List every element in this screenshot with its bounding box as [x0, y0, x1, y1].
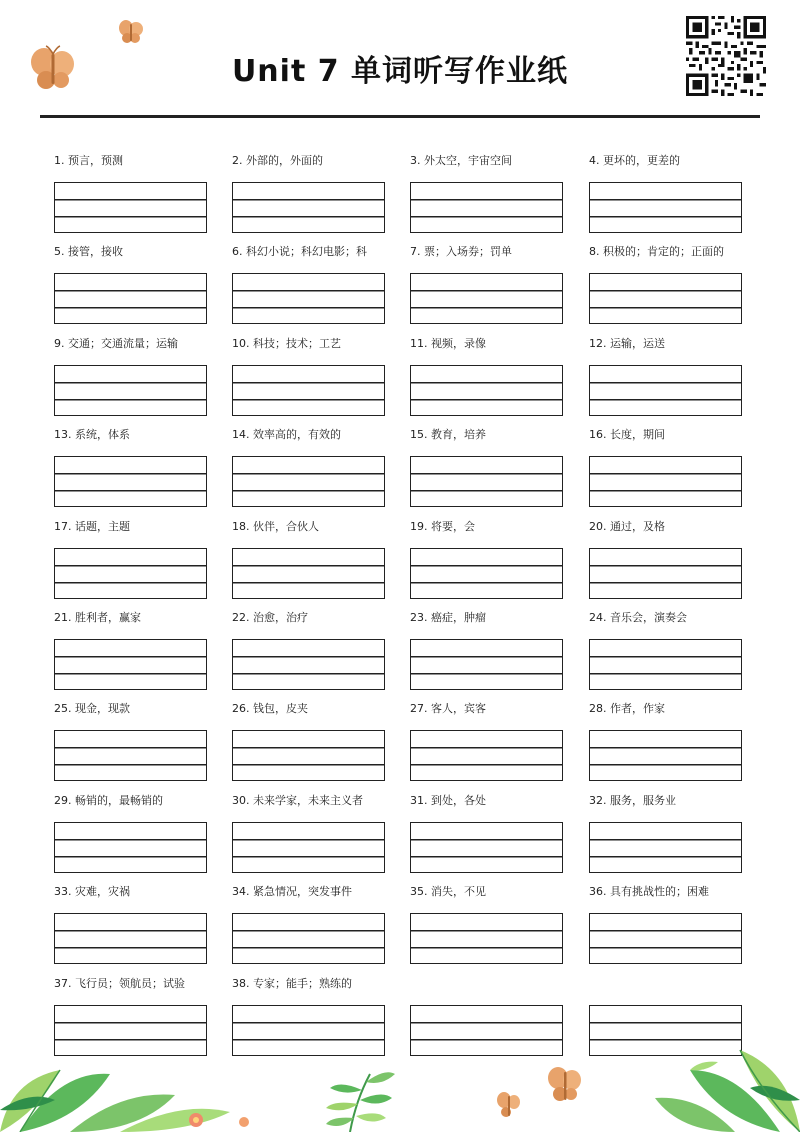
word-item	[54, 885, 214, 964]
answer-box	[54, 730, 207, 781]
word-item	[589, 794, 749, 873]
word-prompt: 25. 现金，现款	[54, 702, 130, 715]
word-item	[410, 885, 570, 964]
answer-box	[54, 456, 207, 507]
word-item	[589, 428, 749, 507]
word-prompt: 34. 紧急情况，突发事件	[232, 885, 352, 898]
word-prompt: 31. 到处，各处	[410, 794, 486, 807]
word-prompt: 6. 科幻小说；科幻电影；科	[232, 245, 367, 258]
answer-box	[54, 822, 207, 873]
word-item	[54, 337, 214, 416]
word-item	[232, 520, 392, 599]
word-prompt: 17. 话题，主题	[54, 520, 130, 533]
answer-box	[232, 548, 385, 599]
word-prompt: 22. 治愈，治疗	[232, 611, 308, 624]
word-item	[410, 520, 570, 599]
word-item	[410, 428, 570, 507]
word-prompt: 14. 效率高的，有效的	[232, 428, 341, 441]
qr-code-icon	[686, 16, 766, 96]
answer-box	[589, 548, 742, 599]
answer-box	[589, 456, 742, 507]
word-prompt: 37. 飞行员；领航员；试验	[54, 977, 185, 990]
answer-box	[589, 182, 742, 233]
answer-box	[589, 639, 742, 690]
word-item	[410, 611, 570, 690]
word-prompt: 8. 积极的；肯定的；正面的	[589, 245, 724, 258]
answer-box	[232, 822, 385, 873]
answer-box	[410, 639, 563, 690]
word-item	[232, 245, 392, 324]
answer-box	[589, 365, 742, 416]
word-item	[232, 428, 392, 507]
word-prompt: 23. 癌症，肿瘤	[410, 611, 486, 624]
word-prompt: 9. 交通；交通流量；运输	[54, 337, 178, 350]
word-prompt: 11. 视频，录像	[410, 337, 486, 350]
word-prompt: 38. 专家；能手；熟练的	[232, 977, 352, 990]
word-prompt: 35. 消失，不见	[410, 885, 486, 898]
answer-box	[410, 456, 563, 507]
word-item	[410, 154, 570, 233]
answer-box	[54, 548, 207, 599]
answer-box	[54, 639, 207, 690]
answer-box	[410, 365, 563, 416]
word-prompt: 36. 具有挑战性的；困难	[589, 885, 709, 898]
word-prompt: 24. 音乐会，演奏会	[589, 611, 687, 624]
word-prompt: 29. 畅销的，最畅销的	[54, 794, 163, 807]
word-prompt: 28. 作者，作家	[589, 702, 665, 715]
word-prompt: 16. 长度，期间	[589, 428, 665, 441]
answer-box	[232, 639, 385, 690]
answer-box	[410, 273, 563, 324]
word-prompt: 12. 运输，运送	[589, 337, 665, 350]
answer-box	[232, 913, 385, 964]
answer-box	[410, 913, 563, 964]
answer-box	[589, 273, 742, 324]
word-item	[232, 337, 392, 416]
leaf-icon	[690, 1062, 718, 1071]
word-item	[232, 154, 392, 233]
answer-box	[232, 730, 385, 781]
answer-box	[54, 365, 207, 416]
foliage-decoration	[0, 1040, 800, 1132]
word-item	[410, 702, 570, 781]
word-prompt: 20. 通过，及格	[589, 520, 665, 533]
word-prompt: 7. 票；入场券；罚单	[410, 245, 512, 258]
word-prompt: 10. 科技；技术；工艺	[232, 337, 341, 350]
answer-box	[232, 365, 385, 416]
word-prompt: 19. 将要，会	[410, 520, 475, 533]
word-prompt	[589, 977, 749, 991]
answer-box	[410, 182, 563, 233]
word-prompt	[410, 977, 570, 991]
word-item	[410, 794, 570, 873]
word-prompt: 30. 未来学家，未来主义者	[232, 794, 363, 807]
word-prompt: 32. 服务，服务业	[589, 794, 676, 807]
word-item	[54, 428, 214, 507]
word-prompt: 21. 胜利者，赢家	[54, 611, 141, 624]
word-prompt: 13. 系统，体系	[54, 428, 130, 441]
page-title: Unit 7 单词听写作业纸	[231, 54, 569, 89]
butterfly-icon	[117, 18, 145, 46]
word-prompt: 15. 教育，培养	[410, 428, 486, 441]
word-item	[54, 794, 214, 873]
leaf-icon	[366, 1072, 395, 1083]
answer-box	[54, 913, 207, 964]
word-item	[589, 154, 749, 233]
answer-box	[589, 913, 742, 964]
answer-box	[589, 822, 742, 873]
answer-box	[54, 273, 207, 324]
answer-box	[54, 182, 207, 233]
answer-box	[232, 456, 385, 507]
leaf-icon	[326, 1118, 354, 1126]
word-item	[410, 245, 570, 324]
word-prompt: 26. 钱包，皮夹	[232, 702, 308, 715]
word-item	[232, 702, 392, 781]
answer-box	[410, 822, 563, 873]
answer-box	[232, 182, 385, 233]
leaf-icon	[356, 1113, 386, 1121]
word-item	[232, 611, 392, 690]
word-prompt: 3. 外太空，宇宙空间	[410, 154, 512, 167]
word-item	[589, 702, 749, 781]
word-prompt: 1. 预言，预测	[54, 154, 123, 167]
word-item	[54, 245, 214, 324]
answer-box	[589, 730, 742, 781]
word-item	[54, 154, 214, 233]
answer-box	[410, 730, 563, 781]
word-item	[54, 702, 214, 781]
word-prompt: 33. 灾难，灾祸	[54, 885, 130, 898]
answer-box	[232, 273, 385, 324]
word-prompt: 27. 客人，宾客	[410, 702, 486, 715]
header-divider	[40, 115, 760, 118]
word-item	[589, 337, 749, 416]
leaf-icon	[330, 1084, 362, 1092]
leaf-icon	[750, 1086, 800, 1101]
word-item	[54, 611, 214, 690]
word-item	[589, 245, 749, 324]
butterfly-icon	[548, 1067, 581, 1101]
flower-icon	[239, 1117, 249, 1127]
word-prompt: 5. 接管，接收	[54, 245, 123, 258]
word-item	[589, 885, 749, 964]
answer-box	[410, 548, 563, 599]
word-prompt: 18. 伙伴，合伙人	[232, 520, 319, 533]
butterfly-icon	[497, 1092, 520, 1117]
word-item	[54, 520, 214, 599]
word-prompt: 4. 更坏的，更差的	[589, 154, 680, 167]
word-item	[589, 611, 749, 690]
word-prompt: 2. 外部的，外面的	[232, 154, 323, 167]
leaf-icon	[326, 1103, 358, 1111]
word-item	[232, 794, 392, 873]
word-item	[589, 520, 749, 599]
word-item	[410, 337, 570, 416]
leaf-icon	[360, 1094, 392, 1103]
word-item	[232, 885, 392, 964]
